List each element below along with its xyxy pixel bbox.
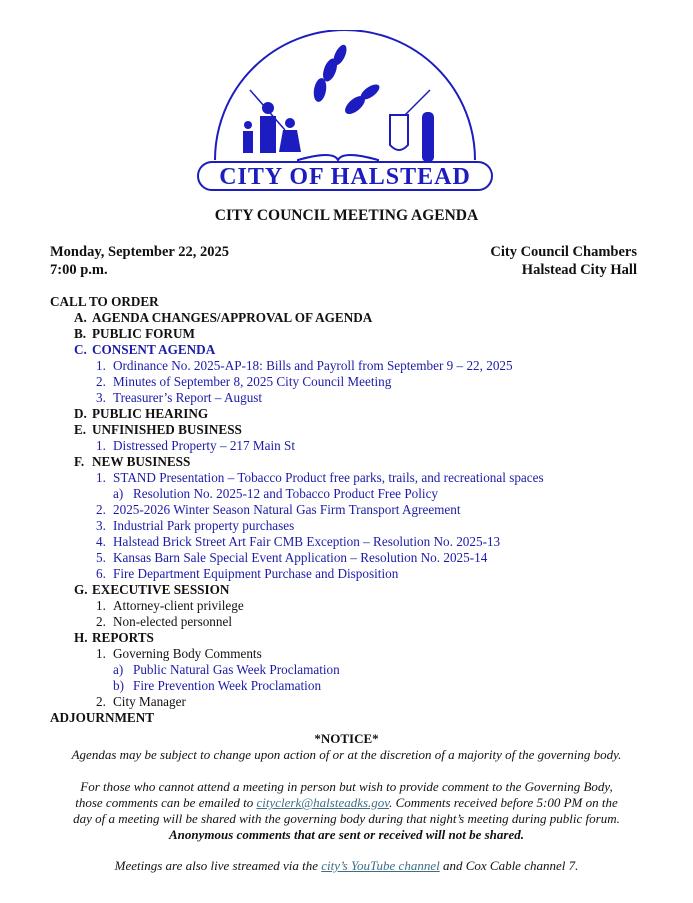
agenda-item-text: Halstead Brick Street Art Fair CMB Exception – Resolution No. 2025-13	[113, 534, 501, 549]
comment-text-2a: those comments can be emailed to	[75, 795, 257, 810]
agenda-item-text: Non-elected personnel	[113, 614, 233, 629]
agenda-item	[50, 550, 670, 566]
email-link[interactable]: cityclerk@halsteadks.gov	[256, 795, 390, 810]
agenda-item-text: City Manager	[113, 694, 186, 709]
comment-text-2b: . Comments received before 5:00 PM on the	[389, 795, 618, 810]
agenda-item-text: STAND Presentation – Tobacco Product free parks, trails, and recreational spaces	[113, 470, 544, 485]
agenda-item-text: REPORTS	[92, 630, 154, 645]
agenda-item-text: 2025-2026 Winter Season Natural Gas Firm Transport Agreement	[113, 502, 461, 517]
agenda-item-marker: C.	[74, 342, 87, 357]
agenda-item	[50, 502, 670, 518]
agenda-item	[50, 294, 670, 310]
agenda-item-marker: H.	[74, 630, 88, 645]
page-title: CITY COUNCIL MEETING AGENDA	[214, 207, 479, 224]
agenda-item-text: Governing Body Comments	[113, 646, 262, 661]
meeting-date: Monday, September 22, 2025	[50, 244, 229, 260]
agenda-item	[50, 470, 670, 486]
agenda-item-text: Public Natural Gas Week Proclamation	[133, 662, 340, 677]
agenda-item	[50, 566, 670, 582]
agenda-item-marker: a)	[113, 486, 124, 501]
agenda-item-text: Fire Prevention Week Proclamation	[133, 678, 322, 693]
agenda-item-marker: a)	[113, 662, 124, 677]
agenda-item-marker: 1.	[96, 470, 106, 485]
agenda-item-marker: 3.	[96, 390, 106, 405]
agenda-item-marker: 3.	[96, 518, 106, 533]
comment-text-3: day of a meeting will be shared with the governing body during that night’s meeting during public forum.	[73, 811, 620, 826]
agenda-item-text: PUBLIC FORUM	[92, 326, 195, 341]
notice-comments	[0, 779, 693, 843]
youtube-link[interactable]: city’s YouTube channel	[321, 858, 440, 873]
svg-text:CITY OF HALSTEAD: CITY OF HALSTEAD	[219, 164, 471, 190]
agenda-item-marker: b)	[113, 678, 124, 693]
agenda-item-text: Kansas Barn Sale Special Event Application – Resolution No. 2025-14	[113, 550, 488, 565]
agenda-item-text: CONSENT AGENDA	[92, 342, 216, 357]
agenda-item-text: CALL TO ORDER	[50, 294, 159, 309]
agenda-item-marker: 1.	[96, 438, 106, 453]
agenda-item-marker: A.	[74, 310, 87, 325]
agenda-item	[50, 390, 670, 406]
agenda-item-marker: G.	[74, 582, 88, 597]
agenda-item	[50, 310, 670, 326]
agenda-item	[50, 710, 670, 726]
agenda-item	[50, 374, 670, 390]
meeting-location	[490, 243, 637, 279]
agenda-item-text: Fire Department Equipment Purchase and Disposition	[113, 566, 399, 581]
location-building: Halstead City Hall	[521, 262, 637, 278]
agenda-item	[50, 454, 670, 470]
agenda-item	[50, 358, 670, 374]
agenda-item	[50, 678, 670, 694]
stream-text-a: Meetings are also live streamed via the	[114, 858, 322, 873]
agenda-item-marker: 2.	[96, 502, 106, 517]
agenda-item	[50, 662, 670, 678]
agenda-item	[50, 534, 670, 550]
agenda-item-text: Industrial Park property purchases	[113, 518, 295, 533]
agenda-item-text: Minutes of September 8, 2025 City Council Meeting	[113, 374, 392, 389]
agenda-item-marker: 4.	[96, 534, 106, 549]
agenda-item	[50, 342, 670, 358]
agenda-item-text: Treasurer’s Report – August	[113, 390, 263, 405]
agenda-item-marker: D.	[74, 406, 87, 421]
agenda-item	[50, 598, 670, 614]
meeting-date-time	[50, 243, 229, 279]
agenda-item-marker: 1.	[96, 646, 106, 661]
stream-notice	[0, 858, 693, 874]
agenda-item	[50, 326, 670, 342]
stream-text-b: and Cox Cable channel 7.	[439, 858, 579, 873]
agenda-item-text: Distressed Property – 217 Main St	[113, 438, 296, 453]
agenda-item-text: NEW BUSINESS	[92, 454, 191, 469]
agenda-item-marker: F.	[74, 454, 85, 469]
agenda-item	[50, 406, 670, 422]
agenda-item-marker: 2.	[96, 614, 106, 629]
agenda-item	[50, 518, 670, 534]
agenda-item-text: AGENDA CHANGES/APPROVAL OF AGENDA	[92, 310, 373, 325]
agenda-item	[50, 694, 670, 710]
agenda-item	[50, 614, 670, 630]
agenda-item-text: EXECUTIVE SESSION	[92, 582, 230, 597]
agenda-item-text: ADJOURNMENT	[50, 710, 155, 725]
agenda-item	[50, 486, 670, 502]
agenda-item	[50, 582, 670, 598]
agenda-item-marker: E.	[74, 422, 87, 437]
agenda-item-text: Ordinance No. 2025-AP-18: Bills and Payroll from September 9 – 22, 2025	[113, 358, 513, 373]
agenda-item-text: UNFINISHED BUSINESS	[92, 422, 242, 437]
agenda-item-marker: 1.	[96, 598, 106, 613]
agenda-item-marker: 5.	[96, 550, 106, 565]
agenda-item-text: PUBLIC HEARING	[92, 406, 209, 421]
notice-heading: *NOTICE*	[314, 731, 379, 746]
agenda-item-marker: 2.	[96, 374, 106, 389]
agenda-item-text: Resolution No. 2025-12 and Tobacco Product Free Policy	[133, 486, 439, 501]
agenda-item	[50, 646, 670, 662]
comment-text-4: Anonymous comments that are sent or received will not be shared.	[169, 827, 524, 842]
comment-text-2	[0, 795, 693, 811]
notice-change-text: Agendas may be subject to change upon action of or at the discretion of a majority of the governing body.	[71, 747, 622, 762]
agenda-item-marker: 6.	[96, 566, 106, 581]
agenda-item	[50, 422, 670, 438]
meeting-time: 7:00 p.m.	[50, 262, 108, 278]
city-of-halstead-logo	[190, 30, 500, 195]
agenda-list	[50, 294, 670, 726]
agenda-item-marker: B.	[74, 326, 87, 341]
agenda-item	[50, 438, 670, 454]
agenda-item-text: Attorney-client privilege	[113, 598, 244, 613]
agenda-item-marker: 1.	[96, 358, 106, 373]
comment-text-1: For those who cannot attend a meeting in person but wish to provide comment to the Governing Body,	[80, 779, 613, 794]
location-room: City Council Chambers	[490, 244, 637, 260]
agenda-item-marker: 2.	[96, 694, 106, 709]
agenda-item	[50, 630, 670, 646]
